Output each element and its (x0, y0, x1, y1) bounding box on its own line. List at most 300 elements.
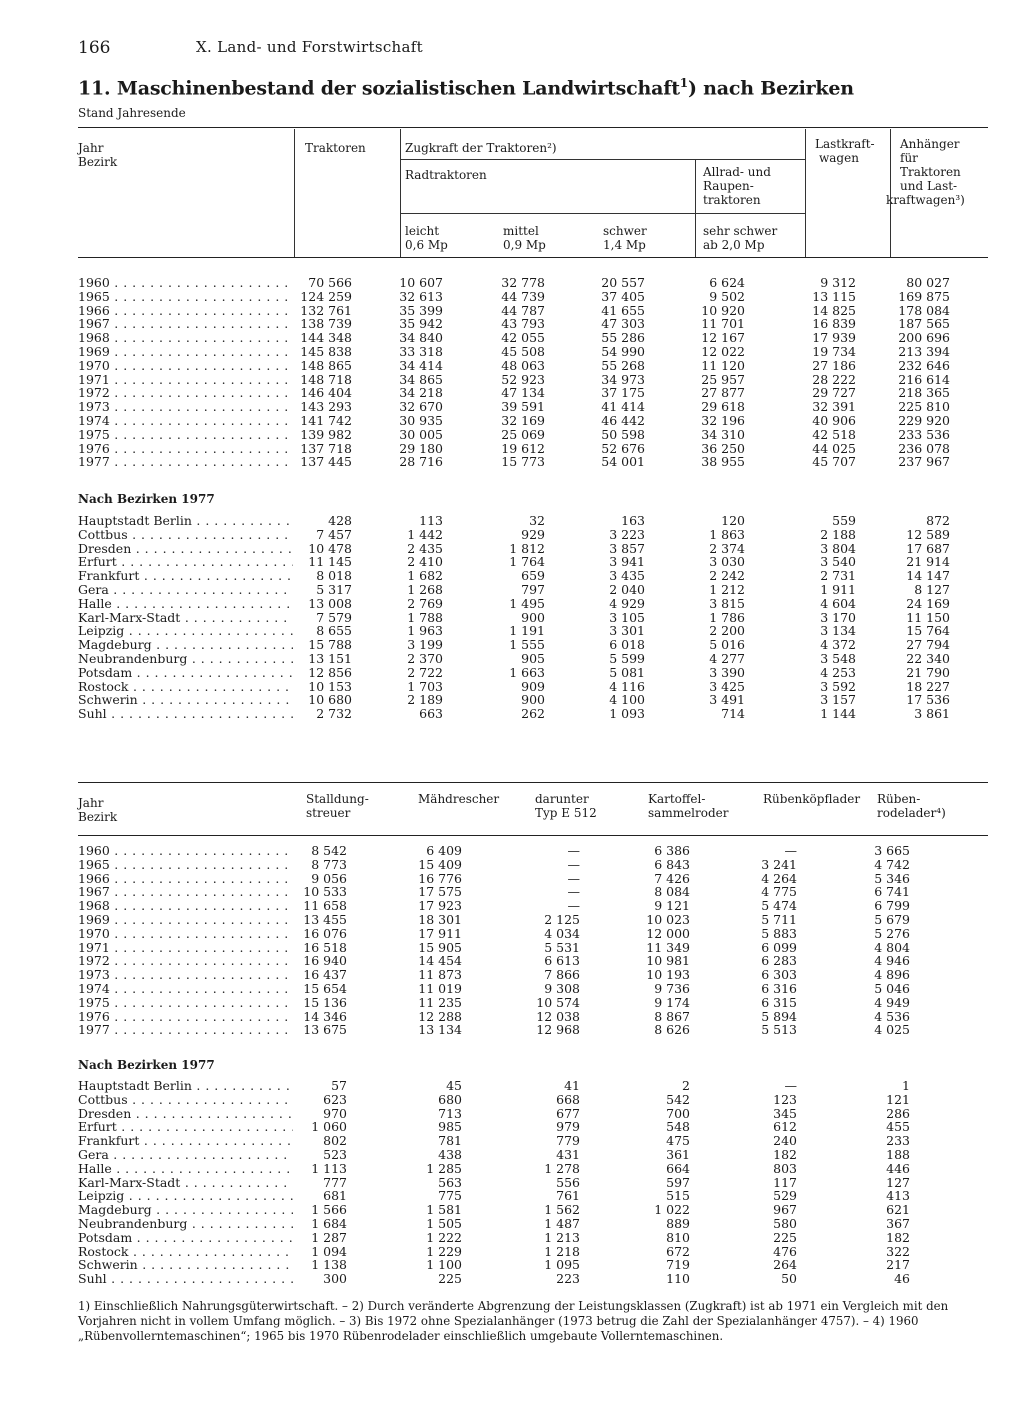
t2-bezirk-row (78, 1148, 988, 1162)
t1-class-rule (400, 213, 805, 214)
t2-year-row-label: 1974 . . . (78, 982, 293, 996)
t1-bezirk-cell: 2 370 (407, 651, 443, 666)
t1-year-cell: 34 973 (601, 371, 645, 387)
t2-year-cell: 9 308 (544, 981, 580, 996)
t2-bezirk-cell: 225 (773, 1229, 797, 1245)
t1-year-cell: 45 508 (501, 344, 545, 359)
t2-head-kartoffel-2: sammelroder (648, 806, 729, 820)
t2-bezirk-cell: 225 (438, 1271, 462, 1287)
t2-year-cell: 2 125 (544, 912, 580, 927)
t2-bezirk-row (78, 1189, 988, 1203)
t1-bezirk-row (78, 514, 988, 528)
t1-head-allrad-1: Allrad- und (703, 165, 771, 179)
t1-year-cell: 9 312 (820, 275, 856, 290)
t2-bezirk-row-label: Leipzig . . . (78, 1189, 293, 1203)
t2-bezirk-cell: 523 (323, 1147, 347, 1162)
t2-bezirk-cell: 240 (773, 1133, 797, 1149)
t2-year-row-label: 1970 . . . (78, 927, 293, 941)
t1-bezirk-cell: 3 804 (820, 540, 856, 556)
t2-bezirk-cell: 446 (886, 1160, 910, 1176)
t2-bezirk-row-label: Erfurt . . . (78, 1120, 293, 1134)
t1-year-row-label: 1975 . . . (78, 428, 293, 442)
t2-bezirk-cell: 455 (886, 1119, 910, 1135)
t1-bezirk-row (78, 652, 988, 666)
t1-year-cell: 15 773 (501, 454, 545, 470)
t2-bezirk-cell: 1 562 (544, 1202, 580, 1218)
t2-year-cell: — (567, 884, 580, 900)
t2-bezirk-cell: 188 (886, 1147, 910, 1162)
t1-year-cell: 42 518 (812, 426, 856, 442)
t1-head-anhaenger-2: für (900, 151, 918, 165)
subtitle: Stand Jahresende (78, 106, 186, 120)
t1-bezirk-cell: 12 856 (308, 664, 352, 680)
t1-bezirk-cell: 909 (521, 678, 545, 694)
table2-header-rule (78, 835, 988, 836)
t1-year-cell: 34 865 (399, 371, 443, 387)
t1-bezirk-row-label: Hauptstadt Berlin . . . (78, 514, 293, 528)
t1-year-row-label: 1973 . . . (78, 400, 293, 414)
t2-year-cell: 8 626 (654, 1022, 690, 1038)
t1-bezirk-row-label: Magdeburg . . . (78, 638, 293, 652)
t2-year-cell: 16 076 (303, 925, 347, 941)
t2-year-cell: 9 121 (654, 898, 690, 914)
t2-year-cell: 4 536 (874, 1008, 910, 1024)
t1-bezirk-cell: 7 579 (316, 609, 352, 625)
t1-year-cell: 30 005 (399, 426, 443, 442)
t1-bezirk-cell: 21 914 (906, 554, 950, 570)
t2-bezirk-cell: 110 (666, 1271, 690, 1287)
t1-year-cell: 46 442 (601, 413, 645, 428)
t1-year-cell: 35 399 (399, 302, 443, 318)
t2-year-cell: 4 742 (874, 856, 910, 872)
t1-bezirk-cell: 3 199 (407, 637, 443, 653)
t1-bezirk-cell: 3 815 (709, 595, 745, 611)
t1-year-cell: 148 865 (300, 357, 352, 373)
t2-year-cell: 6 799 (874, 898, 910, 914)
t2-year-row-label: 1975 . . . (78, 996, 293, 1010)
t2-bezirk-cell: 777 (323, 1174, 347, 1190)
t2-bezirk-cell: 761 (556, 1188, 580, 1204)
t2-year-row (78, 996, 988, 1010)
t2-year-row-label: 1968 . . . (78, 899, 293, 913)
t2-year-cell: 10 981 (646, 953, 690, 969)
t2-bezirk-cell: 1 113 (311, 1160, 347, 1176)
t2-year-row-label: 1972 . . . (78, 954, 293, 968)
t1-year-row-label: 1976 . . . (78, 442, 293, 456)
t2-bezirk-cell: 621 (886, 1202, 910, 1218)
t2-year-row (78, 968, 988, 982)
t2-bezirk-cell: 803 (773, 1160, 797, 1176)
t2-year-row (78, 954, 988, 968)
t2-year-cell: 6 099 (761, 939, 797, 955)
t1-year-cell: 33 318 (399, 344, 443, 359)
t2-bezirk-cell: 1 100 (426, 1257, 462, 1273)
t1-bezirk-cell: 1 911 (820, 582, 856, 597)
t1-bezirk-cell: 3 435 (609, 568, 645, 584)
t2-bezirk-cell: 668 (556, 1091, 580, 1107)
t2-year-cell: 9 056 (311, 870, 347, 886)
t2-bezirk-row-label: Schwerin . . . (78, 1258, 293, 1272)
t2-bezirk-cell: 775 (438, 1188, 462, 1204)
t2-bezirk-cell: 967 (773, 1202, 797, 1218)
t2-bezirk-cell: 680 (438, 1091, 462, 1107)
t2-year-cell: 16 518 (303, 939, 347, 955)
t2-year-cell: 4 264 (761, 870, 797, 886)
t2-year-cell: 12 288 (418, 1008, 462, 1024)
t1-bezirk-cell: 8 127 (914, 582, 950, 597)
t1-bezirk-cell: 3 223 (609, 526, 645, 542)
t1-bezirk-cell: 11 145 (308, 554, 352, 570)
table2-top-rule (78, 782, 988, 783)
t2-year-cell: 14 454 (418, 953, 462, 969)
t2-bezirk-row-label: Suhl . . . (78, 1272, 293, 1286)
t1-year-cell: 20 557 (601, 275, 645, 290)
t1-bezirk-cell: 1 144 (820, 706, 856, 722)
t1-bezirk-row (78, 597, 988, 611)
t1-bezirk-cell: 120 (721, 513, 745, 528)
t1-bezirk-cell: 2 189 (407, 692, 443, 708)
t1-year-row (78, 455, 988, 469)
t2-year-cell: 5 474 (761, 898, 797, 914)
t1-bezirk-cell: 3 861 (914, 706, 950, 722)
t2-year-cell: 5 711 (761, 912, 797, 927)
t2-year-cell: 8 773 (311, 856, 347, 872)
t1-bezirk-cell: 1 682 (407, 568, 443, 584)
t2-bezirk-cell: 1 213 (544, 1229, 580, 1245)
t2-bezirk-cell: 1 094 (311, 1243, 347, 1259)
t1-year-cell: 19 734 (812, 344, 856, 359)
t1-bezirk-cell: 2 200 (709, 623, 745, 639)
t2-year-cell: 15 654 (303, 981, 347, 996)
t2-bezirk-cell: 322 (886, 1243, 910, 1259)
t1-bezirk-cell: 8 018 (316, 568, 352, 584)
table1-top-rule (78, 127, 988, 128)
t1-year-cell: 48 063 (501, 357, 545, 373)
t2-year-cell: 5 046 (874, 981, 910, 996)
t1-year-cell: 55 286 (601, 330, 645, 346)
t1-year-row-label: 1970 . . . (78, 359, 293, 373)
t1-year-cell: 218 365 (898, 385, 950, 401)
t2-year-cell: 7 426 (654, 870, 690, 886)
t1-head-bezirk: Bezirk (78, 155, 118, 169)
t1-year-cell: 36 250 (701, 440, 745, 456)
t1-bezirk-cell: 262 (521, 706, 545, 722)
t1-year-cell: 138 739 (300, 316, 352, 332)
t1-year-row-label: 1966 . . . (78, 304, 293, 318)
t1-year-cell: 137 718 (300, 440, 352, 456)
t1-year-cell: 229 920 (898, 413, 950, 428)
t2-bezirk-cell: 1 095 (544, 1257, 580, 1273)
t2-head-stalldung-2: streuer (306, 806, 351, 820)
t2-bezirk-row (78, 1176, 988, 1190)
t1-year-cell: 52 923 (501, 371, 545, 387)
t1-bezirk-cell: 13 151 (308, 651, 352, 666)
t2-year-cell: 4 034 (544, 925, 580, 941)
t1-vrule-5 (890, 129, 891, 257)
t1-bezirk-cell: 3 491 (709, 692, 745, 708)
t1-year-row (78, 290, 988, 304)
t1-year-cell: 137 445 (300, 454, 352, 470)
t1-bezirk-cell: 15 764 (906, 623, 950, 639)
t1-year-row (78, 414, 988, 428)
t2-bezirk-cell: 45 (446, 1078, 462, 1093)
t2-bezirk-cell: 123 (773, 1091, 797, 1107)
t2-year-row-label: 1969 . . . (78, 913, 293, 927)
t1-year-cell: 225 810 (898, 399, 950, 415)
t1-bezirk-cell: 1 788 (407, 609, 443, 625)
t1-year-cell: 25 957 (701, 371, 745, 387)
t1-bezirk-cell: 929 (521, 526, 545, 542)
t2-bezirk-cell: 476 (773, 1243, 797, 1259)
t2-year-cell: 4 025 (874, 1022, 910, 1038)
t2-year-row-label: 1976 . . . (78, 1010, 293, 1024)
t2-year-cell: 5 883 (761, 925, 797, 941)
t1-bezirk-cell: 3 030 (709, 554, 745, 570)
t1-bezirk-cell: 22 340 (906, 651, 950, 666)
t1-year-cell: 34 840 (399, 330, 443, 346)
t1-bezirk-cell: 1 442 (407, 526, 443, 542)
t2-bezirk-cell: — (784, 1078, 797, 1093)
t1-year-row-label: 1974 . . . (78, 414, 293, 428)
t2-bezirk-cell: 985 (438, 1119, 462, 1135)
title-footnote-mark: 1 (679, 76, 688, 90)
t1-bezirk-cell: 1 495 (509, 595, 545, 611)
t2-year-cell: — (567, 843, 580, 858)
t1-bezirk-cell: 2 242 (709, 568, 745, 584)
t1-year-cell: 29 618 (701, 399, 745, 415)
t1-head-mittel-2: 0,9 Mp (503, 238, 546, 252)
t1-bezirk-cell: 3 941 (609, 554, 645, 570)
t2-bezirk-cell: 121 (886, 1091, 910, 1107)
t2-bezirk-cell: 1 278 (544, 1160, 580, 1176)
t1-bezirk-cell: 14 147 (906, 568, 950, 584)
t2-year-cell: 6 303 (761, 967, 797, 983)
t2-year-cell: 16 437 (303, 967, 347, 983)
t1-year-cell: 80 027 (906, 275, 950, 290)
t1-year-cell: 132 761 (300, 302, 352, 318)
t1-year-cell: 14 825 (812, 302, 856, 318)
t2-year-cell: 17 575 (418, 884, 462, 900)
t2-bezirk-row-label: Potsdam . . . (78, 1231, 293, 1245)
t1-bezirk-cell: 3 425 (709, 678, 745, 694)
t1-year-cell: 236 078 (898, 440, 950, 456)
t2-year-row-label: 1966 . . . (78, 872, 293, 886)
t1-bezirk-cell: 2 435 (407, 540, 443, 556)
t2-bezirk-row (78, 1134, 988, 1148)
t1-bezirk-cell: 3 134 (820, 623, 856, 639)
t1-year-cell: 233 536 (898, 426, 950, 442)
t2-year-cell: 13 134 (418, 1022, 462, 1038)
t2-bezirk-row (78, 1079, 988, 1093)
t2-bezirk-cell: 223 (556, 1271, 580, 1287)
t2-bezirk-cell: 475 (666, 1133, 690, 1149)
t1-year-cell: 144 348 (300, 330, 352, 346)
t2-year-row (78, 913, 988, 927)
t2-bezirk-cell: 182 (773, 1147, 797, 1162)
t1-bezirk-row-label: Rostock . . . (78, 680, 293, 694)
t1-head-anhaenger-1: Anhänger (900, 137, 960, 151)
t2-year-row (78, 1023, 988, 1037)
t1-bezirk-cell: 3 548 (820, 651, 856, 666)
t1-bezirk-cell: 2 410 (407, 554, 443, 570)
t2-bezirk-cell: 127 (886, 1174, 910, 1190)
t1-year-cell: 187 565 (898, 316, 950, 332)
t2-bezirk-cell: 182 (886, 1229, 910, 1245)
t2-bezirk-cell: 1 218 (544, 1243, 580, 1259)
t2-year-cell: 11 349 (646, 939, 690, 955)
t1-bezirk-cell: 4 116 (609, 678, 645, 694)
t1-year-cell: 148 718 (300, 371, 352, 387)
t2-year-cell: 4 949 (874, 994, 910, 1010)
t1-head-anhaenger-3: Traktoren (900, 165, 961, 179)
t1-vrule-3 (695, 159, 696, 257)
t1-bezirk-row-label: Gera . . . (78, 583, 293, 597)
t1-bezirk-cell: 12 589 (906, 526, 950, 542)
t2-year-cell: 5 513 (761, 1022, 797, 1038)
t1-bezirk-cell: 905 (521, 651, 545, 666)
t1-year-row-label: 1968 . . . (78, 331, 293, 345)
t2-year-cell: 12 968 (536, 1022, 580, 1038)
t1-bezirk-cell: 900 (521, 692, 545, 708)
t2-bezirk-cell: 970 (323, 1105, 347, 1121)
t1-bezirk-cell: 113 (419, 513, 443, 528)
t1-head-allrad-2: Raupen- (703, 179, 754, 193)
t1-year-cell: 47 303 (601, 316, 645, 332)
t2-year-cell: 8 867 (654, 1008, 690, 1024)
t2-year-cell: 18 301 (418, 912, 462, 927)
table1-header-rule (78, 257, 988, 258)
t2-bezirk-row (78, 1093, 988, 1107)
t2-year-cell: 8 542 (311, 843, 347, 858)
t1-year-cell: 124 259 (300, 288, 352, 304)
t2-year-cell: 4 804 (874, 939, 910, 955)
t1-bezirk-cell: 4 604 (820, 595, 856, 611)
t1-year-cell: 9 502 (709, 288, 745, 304)
t1-bezirk-cell: 2 732 (316, 706, 352, 722)
t2-year-cell: 17 911 (418, 925, 462, 941)
t2-year-cell: 17 923 (418, 898, 462, 914)
t1-bezirk-cell: 714 (721, 706, 745, 722)
t1-bezirk-cell: 1 812 (509, 540, 545, 556)
table-title (78, 76, 854, 99)
t2-bezirk-cell: 50 (781, 1271, 797, 1287)
t2-year-cell: 11 658 (303, 898, 347, 914)
t1-year-cell: 12 022 (701, 344, 745, 359)
t1-year-cell: 10 920 (701, 302, 745, 318)
t1-bezirk-cell: 1 191 (509, 623, 545, 639)
t1-bezirk-cell: 3 390 (709, 664, 745, 680)
t1-bezirk-row-label: Dresden . . . (78, 542, 293, 556)
t2-bezirk-cell: 300 (323, 1271, 347, 1287)
t1-bezirk-cell: 3 105 (609, 609, 645, 625)
t2-bezirk-cell: 2 (682, 1078, 690, 1093)
t2-bezirk-cell: 1 566 (311, 1202, 347, 1218)
t1-bezirk-row-label: Neubrandenburg . . . (78, 652, 293, 666)
t1-head-allrad-3: traktoren (703, 193, 761, 207)
t2-bezirk-cell: 597 (666, 1174, 690, 1190)
t1-year-row-label: 1965 . . . (78, 290, 293, 304)
t2-year-cell: 4 946 (874, 953, 910, 969)
t2-bezirk-cell: 286 (886, 1105, 910, 1121)
t1-year-cell: 145 838 (300, 344, 352, 359)
t1-year-cell: 13 115 (812, 288, 856, 304)
t1-bezirk-cell: 163 (621, 513, 645, 528)
t2-year-cell: 6 316 (761, 981, 797, 996)
t2-bezirk-cell: 781 (438, 1133, 462, 1149)
t1-bezirk-cell: 3 170 (820, 609, 856, 625)
t1-head-traktoren: Traktoren (305, 141, 366, 155)
t1-bezirk-cell: 663 (419, 706, 443, 722)
t2-bezirk-cell: 713 (438, 1105, 462, 1121)
t1-head-anhaenger-5: kraftwagen³) (886, 193, 965, 207)
t1-bezirk-row-label: Suhl . . . (78, 707, 293, 721)
t1-bezirk-row (78, 583, 988, 597)
t2-bezirk-row-label: Neubrandenburg . . . (78, 1217, 293, 1231)
t1-year-row-label: 1977 . . . (78, 455, 293, 469)
t1-head-lastkraft-1: Lastkraft- (815, 137, 875, 151)
t1-head-schwer-2: 1,4 Mp (603, 238, 646, 252)
t2-bezirk-cell: 563 (438, 1174, 462, 1190)
t1-bezirk-cell: 659 (521, 568, 545, 584)
t1-year-cell: 237 967 (898, 454, 950, 470)
t2-bezirk-cell: 431 (556, 1147, 580, 1162)
t2-bezirk-row (78, 1258, 988, 1272)
t2-year-cell: 6 386 (654, 843, 690, 858)
t2-year-row (78, 858, 988, 872)
t2-bezirk-cell: 779 (556, 1133, 580, 1149)
t1-year-cell: 16 839 (812, 316, 856, 332)
t2-year-cell: 5 346 (874, 870, 910, 886)
t2-year-row-label: 1973 . . . (78, 968, 293, 982)
t2-year-cell: 11 235 (418, 994, 462, 1010)
t1-year-cell: 28 222 (812, 371, 856, 387)
t1-year-cell: 41 655 (601, 302, 645, 318)
t1-bezirk-cell: 7 457 (316, 526, 352, 542)
t2-bezirk-cell: 1 229 (426, 1243, 462, 1259)
t1-year-row (78, 428, 988, 442)
t1-year-cell: 37 405 (601, 288, 645, 304)
t1-bezirk-row (78, 528, 988, 542)
t1-year-cell: 54 001 (601, 454, 645, 470)
t2-year-row-label: 1967 . . . (78, 885, 293, 899)
t2-year-cell: 5 531 (544, 939, 580, 955)
t2-year-cell: 8 084 (654, 884, 690, 900)
t1-year-cell: 55 268 (601, 357, 645, 373)
t1-bezirk-row-label: Erfurt . . . (78, 555, 293, 569)
t1-bezirk-row-label: Frankfurt . . . (78, 569, 293, 583)
t1-year-cell: 32 613 (399, 288, 443, 304)
t2-head-maehdrescher: Mähdrescher (418, 792, 500, 806)
t2-bezirk-row-label: Frankfurt . . . (78, 1134, 293, 1148)
t2-year-row-label: 1960 . . . (78, 844, 293, 858)
t2-bezirk-row-label: Hauptstadt Berlin . . . (78, 1079, 293, 1093)
t1-bezirk-cell: 797 (521, 582, 545, 597)
table2-section-heading: Nach Bezirken 1977 (78, 1058, 215, 1072)
t1-year-cell: 178 084 (898, 302, 950, 318)
t2-bezirk-cell: 367 (886, 1216, 910, 1231)
t2-head-bezirk: Bezirk (78, 810, 118, 824)
t2-bezirk-cell: 515 (666, 1188, 690, 1204)
t1-year-cell: 40 906 (812, 413, 856, 428)
t2-bezirk-cell: 810 (666, 1229, 690, 1245)
t2-bezirk-row-label: Dresden . . . (78, 1107, 293, 1121)
t2-year-cell: 5 679 (874, 912, 910, 927)
t1-year-cell: 27 186 (812, 357, 856, 373)
t1-year-cell: 32 169 (501, 413, 545, 428)
t1-bezirk-row (78, 707, 988, 721)
t2-year-row (78, 927, 988, 941)
t1-bezirk-cell: 559 (832, 513, 856, 528)
